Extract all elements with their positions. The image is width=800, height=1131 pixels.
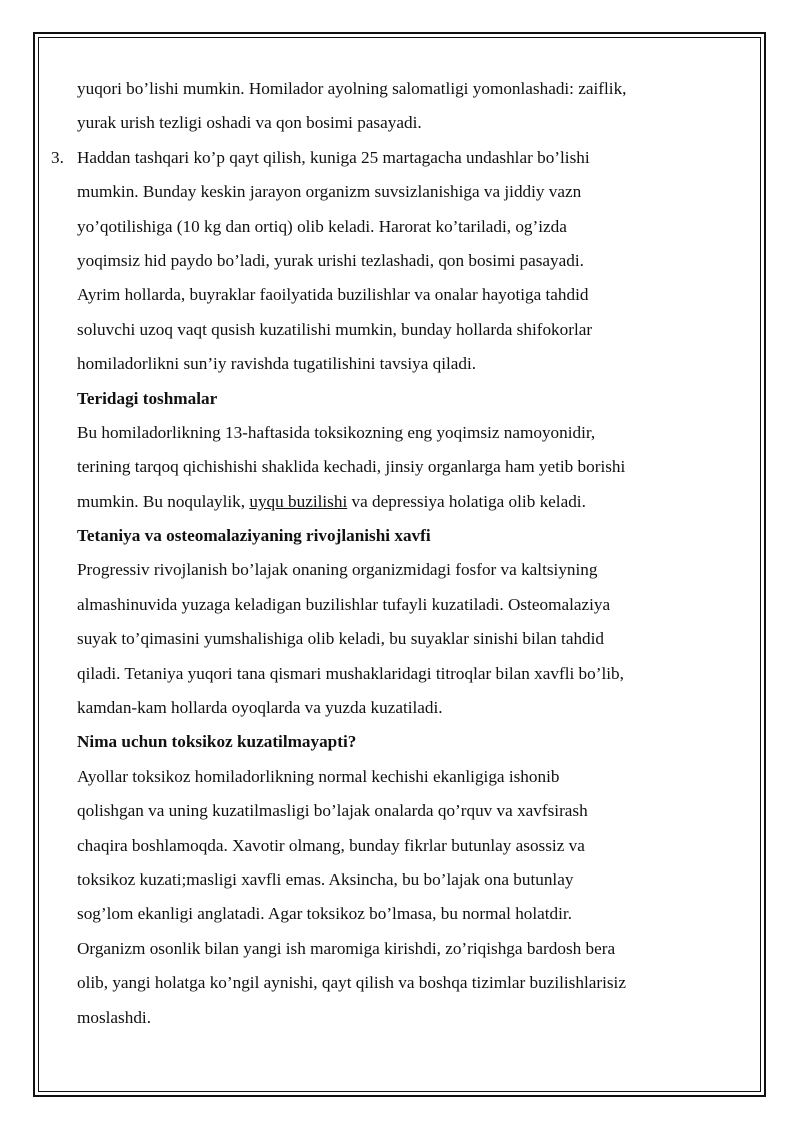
list-item-line: Ayrim hollarda, buyraklar faoilyatida buzilishlar va onalar hayotiga tahdid [77, 285, 589, 305]
section-tetany [77, 519, 727, 725]
paragraph-line [77, 485, 727, 519]
paragraph-line: qiladi. Tetaniya yuqori tana qismari mushaklaridagi titroqlar bilan xavfli bo’lib, [77, 663, 624, 683]
list-number: 3. [51, 147, 64, 167]
paragraph-line: suyak to’qimasini yumshalishiga olib keladi, bu suyaklar sinishi bilan tahdid [77, 629, 605, 649]
paragraph-line: Bu homiladorlikning 13-haftasida toksikozning eng yoqimsiz namoyonidir, [77, 422, 596, 442]
paragraph-line: kamdan-kam hollarda oyoqlarda va yuzda kuzatiladi. [77, 698, 443, 718]
section-no-toxicosis [77, 725, 727, 1035]
paragraph-line: yurak urish tezligi oshadi va qon bosimi pasayadi. [77, 113, 422, 133]
section-heading: Tetaniya va osteomalaziyaning rivojlanishi xavfi [77, 526, 431, 546]
list-item-line: yoqimsiz hid paydo bo’ladi, yurak urishi tezlashadi, qon bosimi pasayadi. [77, 250, 584, 270]
document-body [51, 72, 727, 1035]
section-skin-rash [77, 382, 727, 520]
paragraph-line: chaqira boshlamoqda. Xavotir olmang, bunday fikrlar butunlay asossiz va [77, 835, 585, 855]
paragraph-line: yuqori bo’lishi mumkin. Homilador ayolning salomatligi yomonlashadi: zaiflik, [77, 79, 627, 98]
paragraph-line: almashinuvida yuzaga keladigan buzilishlar tufayli kuzatiladi. Osteomalaziya [77, 594, 611, 614]
list-item-line: homiladorlikni sun’iy ravishda tugatilishini tavsiya qiladi. [77, 354, 477, 374]
paragraph-line: Progressiv rivojlanish bo’lajak onaning organizmidagi fosfor va kaltsiyning [77, 560, 598, 580]
list-item-line: mumkin. Bunday keskin jarayon organizm suvsizlanishiga va jiddiy vazn [77, 182, 582, 202]
sleep-disorder-link[interactable]: uyqu buzilishi [249, 491, 348, 511]
section-heading: Teridagi toshmalar [77, 388, 218, 408]
paragraph-line: Organizm osonlik bilan yangi ish maromiga kirishdi, zo’riqishga bardosh bera [77, 938, 616, 958]
paragraph-line: terining tarqoq qichishishi shaklida kechadi, jinsiy organlarga ham yetib borishi [77, 457, 626, 477]
list-item-line: Haddan tashqari ko’p qayt qilish, kuniga 25 martagacha undashlar bo’lishi [77, 147, 590, 167]
paragraph-line: Ayollar toksikoz homiladorlikning normal kechishi ekanligiga ishonib [77, 766, 560, 786]
list-item-line: soluvchi uzoq vaqt qusish kuzatilishi mumkin, bunday hollarda shifokorlar [77, 319, 593, 339]
list-item-3 [51, 141, 727, 382]
paragraph-line: olib, yangi holatga ko’ngil aynishi, qayt qilish va boshqa tizimlar buzilishlarisiz [77, 973, 626, 993]
paragraph-line: sog’lom ekanligi anglatadi. Agar toksikoz bo’lmasa, bu normal holatdir. [77, 904, 572, 924]
section-heading: Nima uchun toksikoz kuzatilmayapti? [77, 732, 357, 752]
list-item-line: yo’qotilishiga (10 kg dan ortiq) olib keladi. Harorat ko’tariladi, og’izda [77, 216, 567, 236]
text-segment: va depressiya holatiga olib keladi. [347, 491, 586, 511]
paragraph-line: toksikoz kuzati;masligi xavfli emas. Aksincha, bu bo’lajak ona butunlay [77, 869, 574, 889]
text-segment: mumkin. Bu noqulaylik, [77, 491, 250, 511]
paragraph-line: moslashdi. [77, 1007, 152, 1027]
paragraph-line: qolishgan va uning kuzatilmasligi bo’lajak onalarda qo’rquv va xavfsirash [77, 801, 588, 821]
